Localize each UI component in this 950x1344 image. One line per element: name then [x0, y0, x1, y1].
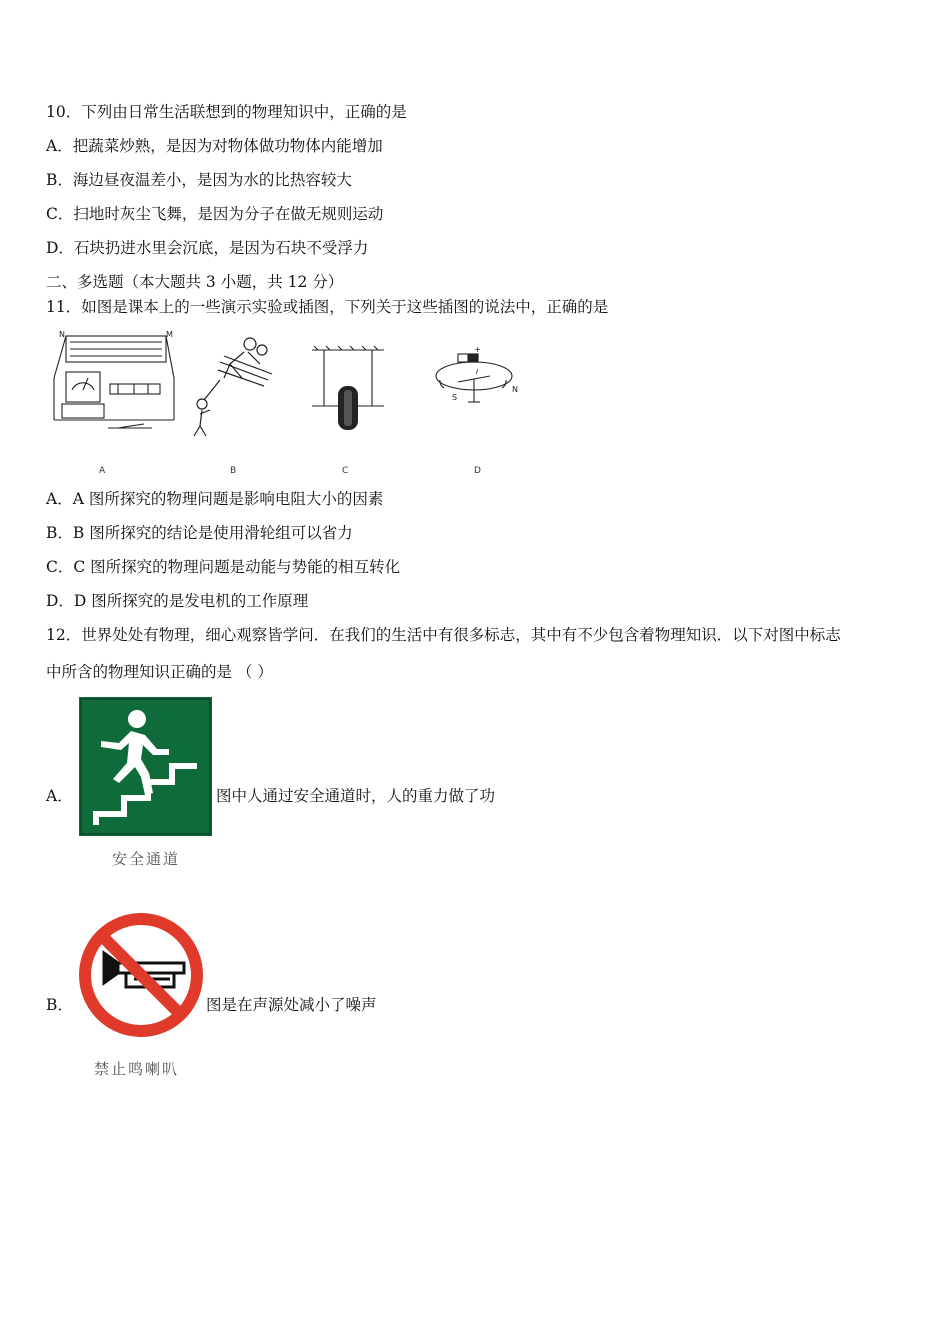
- q12-stem-line2: 中所含的物理知识正确的是 （ ）: [46, 663, 273, 681]
- no-horn-sign: [76, 909, 206, 1041]
- figure-d-label-i: I: [476, 368, 479, 376]
- q10-option-b: B．海边昼夜温差小，是因为水的比热容较大: [46, 171, 352, 189]
- q12-option-a-letter: A．: [46, 787, 73, 805]
- q12-option-b-text: 图是在声源处减小了噪声: [206, 996, 377, 1014]
- q12-option-a-text: 图中人通过安全通道时，人的重力做了功: [216, 787, 496, 805]
- figure-label-d: D: [474, 466, 481, 476]
- q10-stem: 10．下列由日常生活联想到的物理知识中，正确的是: [46, 103, 407, 121]
- q12-stem-line1: 12．世界处处有物理，细心观察皆学问．在我们的生活中有很多标志，其中有不少包含着物理知识．以下对图中标志: [46, 626, 841, 644]
- q10-option-d: D．石块扔进水里会沉底，是因为石块不受浮力: [46, 239, 369, 257]
- figure-a-resistance-circuit: [48, 328, 178, 438]
- figure-d-label-plus: +: [474, 346, 481, 354]
- q11-option-d: D．D 图所探究的是发电机的工作原理: [46, 592, 309, 610]
- figure-b-pulley-illustration: [184, 334, 284, 438]
- figure-d-label-n: N: [512, 385, 518, 394]
- figure-label-c: C: [342, 466, 349, 476]
- figure-c-maxwell-wheel: [308, 344, 388, 436]
- figure-label-a: A: [99, 466, 106, 476]
- q11-stem: 11．如图是课本上的一些演示实验或插图，下列关于这些插图的说法中，正确的是: [46, 298, 609, 316]
- section-heading: 二、多选题（本大题共 3 小题，共 12 分）: [46, 273, 344, 291]
- figure-d-magnet-coil: [430, 346, 526, 416]
- q11-option-c: C．C 图所探究的物理问题是动能与势能的相互转化: [46, 558, 401, 576]
- q10-option-c: C．扫地时灰尘飞舞，是因为分子在做无规则运动: [46, 205, 384, 223]
- figure-a-label-n: N: [59, 330, 65, 339]
- no-horn-caption: 禁止鸣喇叭: [94, 1060, 180, 1078]
- figure-d-label-s: S: [452, 393, 458, 402]
- q11-option-b: B．B 图所探究的结论是使用滑轮组可以省力: [46, 524, 353, 542]
- q10-option-a: A．把蔬菜炒熟，是因为对物体做功物体内能增加: [46, 137, 383, 155]
- safety-exit-caption: 安全通道: [112, 850, 181, 868]
- q12-option-b-letter: B．: [46, 996, 73, 1014]
- q11-option-a: A．A 图所探究的物理问题是影响电阻大小的因素: [46, 490, 384, 508]
- figure-a-label-m: M: [166, 330, 173, 339]
- safety-exit-sign: [79, 697, 212, 836]
- figure-label-b: B: [230, 466, 237, 476]
